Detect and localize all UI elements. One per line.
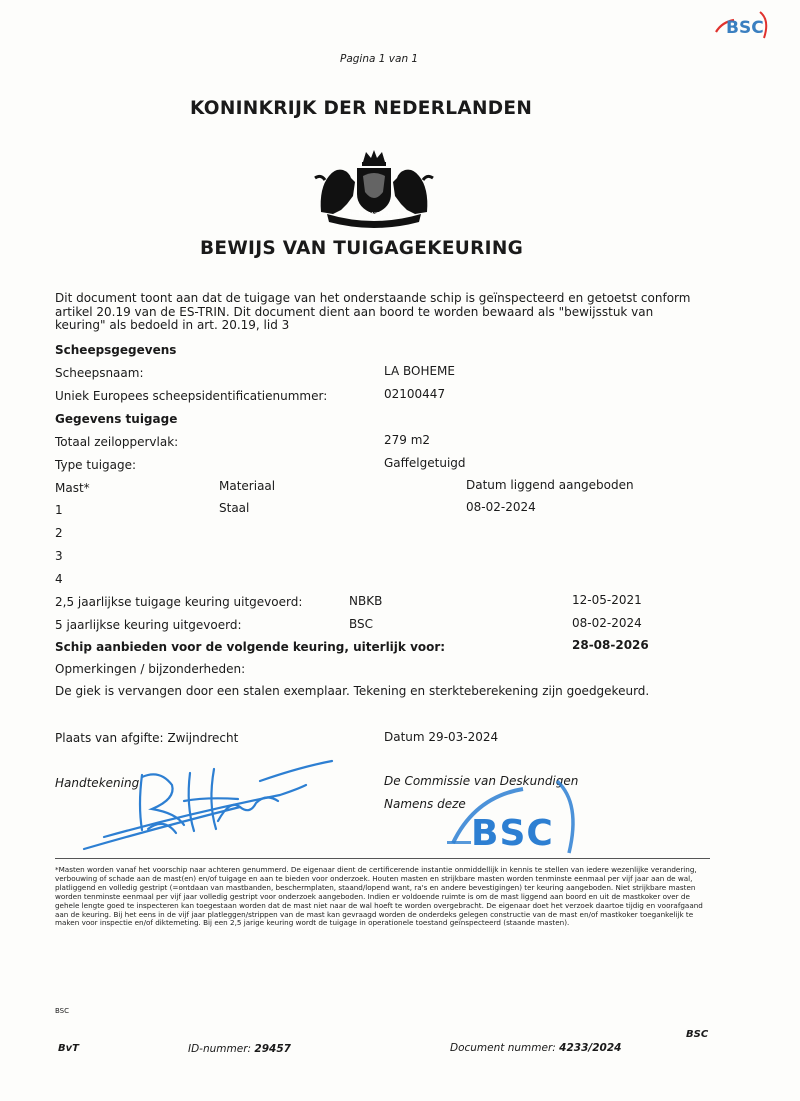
footer-doc-label: Document nummer:	[450, 1042, 556, 1054]
inspection-5-label: 5 jaarlijkse keuring uitgevoerd:	[55, 618, 242, 632]
next-inspection-label: Schip aanbieden voor de volgende keuring, uiterlijk voor:	[55, 640, 446, 654]
bsc-logo-text: BSC	[726, 18, 764, 38]
issue-date-value: 29-03-2024	[428, 730, 499, 744]
rigging-heading: Gegevens tuigage	[55, 412, 178, 426]
ship-name-label: Scheepsnaam:	[55, 366, 144, 380]
footer-doc	[450, 1042, 621, 1054]
ship-heading: Scheepsgegevens	[55, 343, 177, 357]
on-behalf-label: Namens deze	[384, 797, 466, 811]
bsc-stamp	[445, 775, 585, 857]
footer-id	[188, 1043, 291, 1055]
footer-doc-value: 4233/2024	[559, 1042, 622, 1054]
mast-row-3-num: 3	[55, 549, 63, 563]
inspection-25-date: 12-05-2021	[572, 593, 642, 607]
remarks-text: De giek is vervangen door een stalen exemplaar. Tekening en sterkteberekening zijn goedgekeurd.	[55, 684, 650, 698]
document-title: BEWIJS VAN TUIGAGEKEURING	[200, 238, 524, 259]
mast-row-1-date: 08-02-2024	[466, 500, 536, 514]
inspection-25-label: 2,5 jaarlijkse tuigage keuring uitgevoerd:	[55, 595, 303, 609]
mast-row-4-num: 4	[55, 572, 63, 586]
mast-row-1-material: Staal	[219, 501, 250, 515]
remarks-label: Opmerkingen / bijzonderheden:	[55, 662, 246, 676]
bsc-stamp-text: BSC	[471, 813, 554, 854]
issue-date-label: Datum	[384, 730, 425, 744]
issue-date	[384, 730, 498, 744]
signature	[80, 755, 335, 855]
next-inspection-date: 28-08-2026	[572, 638, 649, 652]
page-label: Pagina 1 van 1	[340, 53, 419, 65]
coat-of-arms	[313, 148, 435, 228]
footer-id-label: ID-nummer:	[188, 1043, 252, 1055]
footer-id-value: 29457	[254, 1043, 291, 1055]
inspection-25-by: NBKB	[349, 594, 383, 608]
eni-label: Uniek Europees scheepsidentificatienummer:	[55, 389, 328, 403]
mast-row-2-num: 2	[55, 526, 63, 540]
country-title: KONINKRIJK DER NEDERLANDEN	[190, 98, 533, 119]
footer-bvt: BvT	[58, 1043, 79, 1054]
commission-label: De Commissie van Deskundigen	[384, 774, 579, 788]
footer-small-bsc: BSC	[55, 1007, 70, 1015]
place-label: Plaats van afgifte:	[55, 731, 164, 745]
footer-right-bsc: BSC	[686, 1029, 709, 1040]
rig-type-label: Type tuigage:	[55, 458, 137, 472]
sail-area-label: Totaal zeiloppervlak:	[55, 435, 179, 449]
footnote: *Masten worden vanaf het voorschip naar achteren genummerd. De eigenaar dient de certificerende instantie onmiddellijk in kennis te stellen van iedere wezenlijke verandering, verbouwing of schade aan de mast(en) en/of tuigage en aan te bieden voor onderzoek. Houten masten en strijkbare masten worden tenminste eenmaal per vijf jaar aan de wal, platliggend en volledig gestript (=ontdaan van mastbanden, beschermplaten, staand/lopend want, ra's en andere bevestigingen) ter keuring aangeboden. Niet strijkbare masten worden tenminste eenmaal per vijf jaar volledig gestript voor onderzoek aangeboden. Indien er voldoende ruimte is om de mast liggend aan boord en uit de mastkoker over de gehele lengte goed te inspecteren kan toegestaan worden dat de mast niet naar de wal hoeft te worden overgebracht. De eigenaar doet het verzoek daartoe tijdig en voorafgaand aan de keuring. Bij het eens in de vijf jaar platleggen/strippen van de mast kan gevraagd worden de onderdeks gelegen constructie van de mast en/of mastkoker toegankelijk te maken voor inspectie en/of diktemeting. Bij een 2,5 jarige keuring wordt de tuigage in operationele toestand geïnspecteerd (staande masten).	[55, 865, 703, 928]
col-date: Datum liggend aangeboden	[466, 478, 634, 492]
sail-area-value: 279 m2	[384, 433, 431, 447]
place-of-issue	[55, 731, 238, 745]
footnote-divider	[55, 858, 710, 859]
signature-label: Handtekening	[55, 776, 140, 790]
intro-text: Dit document toont aan dat de tuigage van het onderstaande schip is geïnspecteerd en getoetst conform artikel 20.19 van de ES-TRIN. Dit document dient aan boord te worden bewaard als "bewijsstuk van keuring" als bedoeld in art. 20.19, lid 3	[55, 291, 691, 332]
bsc-logo-top	[712, 8, 772, 42]
col-mast: Mast*	[55, 481, 90, 495]
place-value: Zwijndrecht	[167, 731, 239, 745]
eni-value: 02100447	[384, 387, 446, 401]
rig-type-value: Gaffelgetuigd	[384, 456, 466, 470]
inspection-5-by: BSC	[349, 617, 374, 631]
inspection-5-date: 08-02-2024	[572, 616, 642, 630]
mast-row-1-num: 1	[55, 503, 63, 517]
col-material: Materiaal	[219, 479, 276, 493]
motto: JE MAINTIENDRAI	[349, 212, 409, 218]
ship-name-value: LA BOHEME	[384, 364, 455, 378]
signature-icon	[80, 755, 335, 855]
